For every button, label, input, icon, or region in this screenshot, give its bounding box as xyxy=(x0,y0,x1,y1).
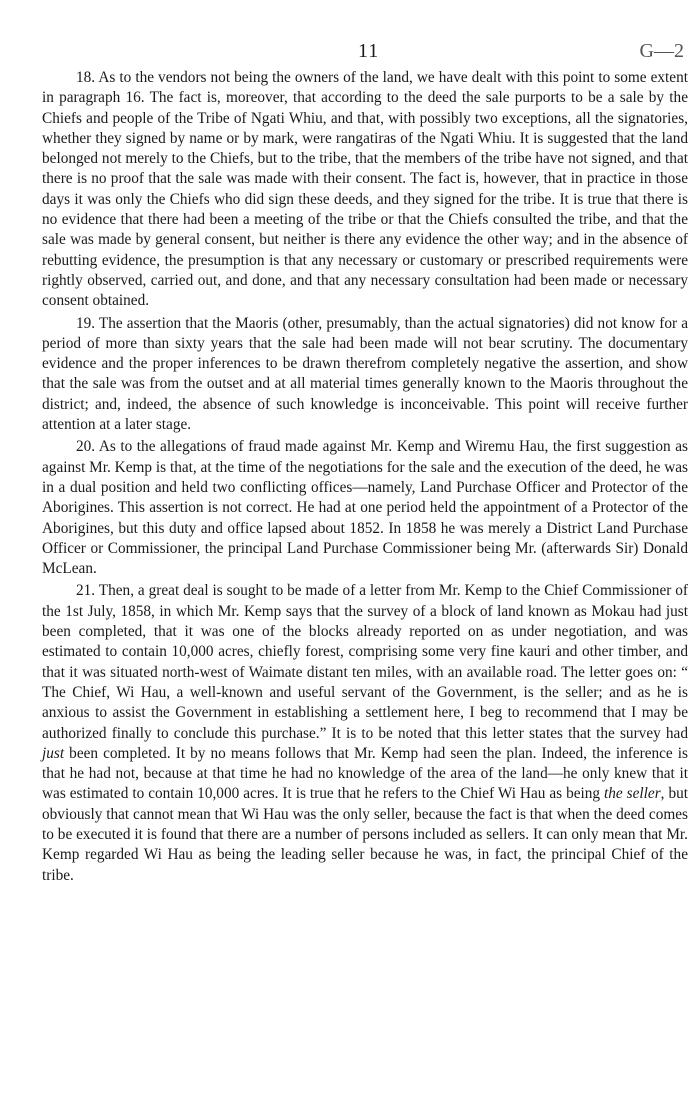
paragraph-21-emphasis-just: just xyxy=(42,744,65,762)
series-code: G—2 xyxy=(639,40,684,62)
document-body xyxy=(42,68,688,886)
paragraph-18: 18. As to the vendors not being the owners of the land, we have dealt with this point to some extent in paragraph 16. The fact is, moreover, that according to the deed the sale purports to be a sale by the Chiefs and people of the Tribe of Ngati Whiu, and that, with possibly two exceptions, all the signatories, whether they signed by name or by mark, were rangatiras of the Ngati Whiu. It is suggested that the land belonged not merely to the Chiefs, but to the tribe, that the members of the tribe have not signed, and that there is no proof that the sale was made with their consent. The fact is, however, that in practice in those days it was only the Chiefs who did sign these deeds, and they signed for the tribe. It is true that there is no evidence that there had been a meeting of the tribe or that the Chiefs consulted the tribe, and that the sale was made by general consent, but neither is there any evidence the other way; and in the absence of rebutting evidence, the presumption is that any necessary or customary or prescribed requirements were rightly observed, carried out, and done, and that any necessary consultation had been made or necessary consent obtained. xyxy=(42,69,688,310)
page-number: 11 xyxy=(358,40,380,62)
paragraph-21-part-a: 21. Then, a great deal is sought to be made of a letter from Mr. Kemp to the Chief Commissioner of the 1st July, 1858, in which Mr. Kemp says that the survey of a block of land known as Mokau had just been completed, that it was one of the blocks already reported on as under negotiation, and was estimated to contain 10,000 acres, chiefly forest, comprising some very fine kauri and other timber, and that it was situated north-west of Waimate distant ten miles, with an available road. The letter goes on: “ The Chief, Wi Hau, a well-known and useful servant of the Government, is the seller; and as he is anxious to assist the Government in establishing a settlement here, I beg to recommend that I may be authorized finally to conclude this purchase.” It is to be noted that this letter states that the survey had xyxy=(42,582,688,742)
paragraph-21-part-c: , but obviously that cannot mean that Wi Hau was the only seller, because the fact is that when the deed comes to be executed it is found that there are a number of persons included as sellers. It can only mean that Mr. Kemp regarded Wi Hau as being the leading seller because he was, in fact, the principal Chief of the tribe. xyxy=(42,785,688,884)
paragraph-21-emphasis-seller: the seller xyxy=(604,785,661,803)
paragraph-21-part-b: been completed. It by no means follows that Mr. Kemp had seen the plan. Indeed, the inference is that he had not, because at that time he had no knowledge of the area of the land—he only knew that it was estimated to contain 10,000 acres. It is true that he refers to the Chief Wi Hau as being xyxy=(42,744,688,803)
paragraph-20: 20. As to the allegations of fraud made against Mr. Kemp and Wiremu Hau, the first suggestion as against Mr. Kemp is that, at the time of the negotiations for the sale and the execution of the deed, he was in a dual position and held two conflicting offices—namely, Land Purchase Officer and Protector of the Aborigines. This assertion is not correct. He had at one period held the appointment of a Protector of the Aborigines, but this duty and office lapsed about 1852. In 1858 he was merely a District Land Purchase Officer or Commissioner, the principal Land Purchase Commissioner being Mr. (afterwards Sir) Donald McLean. xyxy=(42,438,688,578)
paragraph-19: 19. The assertion that the Maoris (other, presumably, than the actual signatories) did not know for a period of more than sixty years that the sale had been made will not bear scrutiny. The documentary evidence and the proper inferences to be drawn therefrom completely negative the assertion, and show that the sale was from the outset and at all material times generally known to the Maoris throughout the district; and, indeed, the absence of such knowledge is inconceivable. This point will receive further attention at a later stage. xyxy=(42,314,688,434)
paragraph-21 xyxy=(42,581,688,885)
page-header xyxy=(42,0,688,68)
